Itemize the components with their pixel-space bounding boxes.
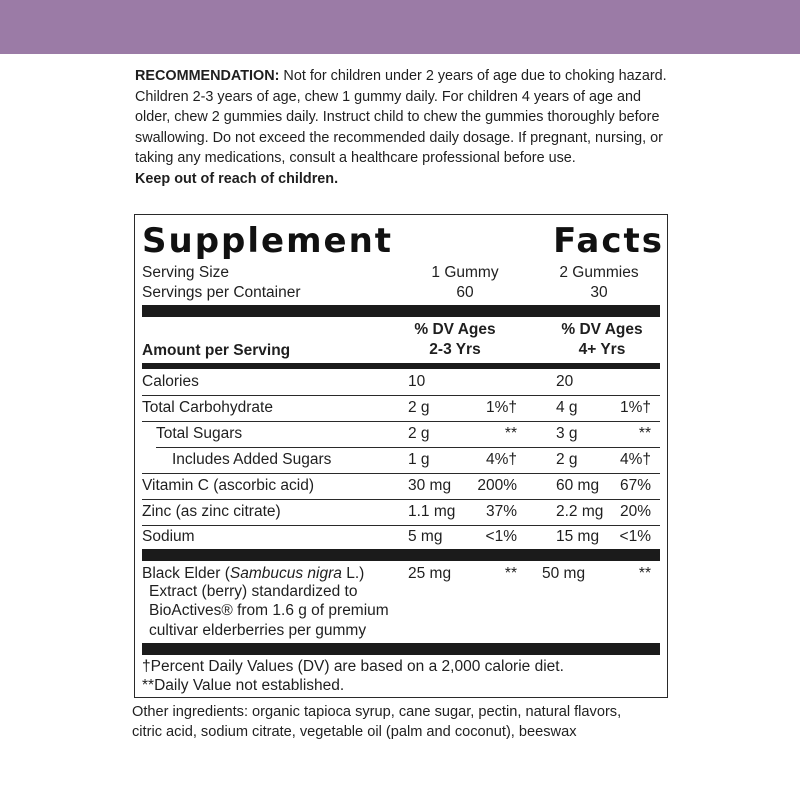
col-b-dv: 4%† <box>619 451 651 468</box>
col-b-dv: ** <box>638 565 651 582</box>
col-a-dv: 200% <box>477 477 517 494</box>
col-a-amount: 5 mg <box>408 528 443 545</box>
servings-col-b: 30 <box>590 284 608 301</box>
recommendation-text <box>135 66 675 189</box>
top-color-band <box>0 0 800 54</box>
col-b-dv: 67% <box>619 477 651 494</box>
col-a-amount: 25 mg <box>408 565 452 582</box>
nutrient-name: Calories <box>142 373 199 390</box>
col-a-amount: 2 g <box>408 399 430 416</box>
serving-size-col-b: 2 Gummies <box>559 264 639 281</box>
elder-line-2: Extract (berry) standardized to <box>149 583 358 600</box>
recommendation-lead: RECOMMENDATION: <box>135 68 280 84</box>
servings-per-container-label: Servings per Container <box>142 284 301 301</box>
col-a-dv: ** <box>504 425 517 442</box>
serving-size-label: Serving Size <box>142 264 230 281</box>
col-a-dv: <1% <box>485 528 517 545</box>
col-b-amount: 20 <box>556 373 574 390</box>
col-b-amount: 60 mg <box>556 477 600 494</box>
col-b-dv: <1% <box>619 528 651 545</box>
col-a-header-line1: % DV Ages <box>414 321 496 338</box>
col-b-header-line1: % DV Ages <box>561 321 643 338</box>
col-b-amount: 4 g <box>556 399 578 416</box>
amount-per-serving-label: Amount per Serving <box>142 342 291 359</box>
thick-divider-middle <box>142 549 660 561</box>
facts-title: Supplement Facts <box>142 221 664 261</box>
footnote-not-established: **Daily Value not established. <box>142 677 345 694</box>
col-b-amount: 15 mg <box>556 528 600 545</box>
col-a-dv: ** <box>504 565 517 582</box>
nutrient-name: Total Carbohydrate <box>142 399 273 416</box>
elder-line-1: Black Elder (Sambucus nigra L.) <box>142 565 365 582</box>
col-a-dv: 37% <box>485 503 517 520</box>
nutrient-name: Zinc (as zinc citrate) <box>142 503 281 520</box>
footnote-dv: †Percent Daily Values (DV) are based on a 2,000 calorie diet. <box>142 658 564 675</box>
supplement-facts-panel <box>134 214 668 698</box>
col-b-dv: 1%† <box>619 399 651 416</box>
row-rule <box>156 447 660 448</box>
col-b-dv: 20% <box>619 503 651 520</box>
elder-line-4: cultivar elderberries per gummy <box>149 622 367 639</box>
col-b-amount: 50 mg <box>542 565 586 582</box>
servings-col-a: 60 <box>456 284 474 301</box>
col-b-amount: 2 g <box>556 451 578 468</box>
nutrient-name: Sodium <box>142 528 195 545</box>
recommendation-body: Not for children under 2 years of age due to choking hazard. Children 2-3 years of age, chew 1 gummy daily. For children 4 years of age and older, chew 2 gummies daily. Instruct child to chew the gummies thoroughly before swallowing. Do not exceed the recommended daily dosage. If pregnant, nursing, or taking any medications, consult a healthcare professional before use. <box>135 68 667 166</box>
keep-out-warning: Keep out of reach of children. <box>135 170 339 187</box>
row-rule <box>142 421 660 422</box>
col-b-header-line2: 4+ Yrs <box>578 341 626 358</box>
col-a-amount: 1 g <box>408 451 430 468</box>
col-a-dv: 4%† <box>485 451 517 468</box>
nutrient-name: Total Sugars <box>156 425 243 442</box>
col-b-dv: ** <box>638 425 651 442</box>
elder-line-3: BioActives® from 1.6 g of premium <box>149 602 389 619</box>
nutrient-name: Vitamin C (ascorbic acid) <box>142 477 314 494</box>
serving-size-col-a: 1 Gummy <box>431 264 499 281</box>
col-a-amount: 10 <box>408 373 426 390</box>
col-b-amount: 3 g <box>556 425 578 442</box>
other-ingredients: Other ingredients: organic tapioca syrup, cane sugar, pectin, natural flavors, citric acid, sodium citrate, vegetable oil (palm and coconut), beeswax <box>132 704 622 740</box>
col-a-amount: 2 g <box>408 425 430 442</box>
row-rule <box>142 525 660 526</box>
medium-divider <box>142 363 660 369</box>
row-rule <box>142 473 660 474</box>
col-a-dv: 1%† <box>485 399 517 416</box>
row-rule <box>142 499 660 500</box>
col-b-amount: 2.2 mg <box>556 503 604 520</box>
col-a-amount: 1.1 mg <box>408 503 456 520</box>
thick-divider-bottom <box>142 643 660 655</box>
nutrient-name: Includes Added Sugars <box>172 451 332 468</box>
col-a-amount: 30 mg <box>408 477 452 494</box>
col-a-header-line2: 2-3 Yrs <box>429 341 481 358</box>
row-rule <box>142 395 660 396</box>
thick-divider-top <box>142 305 660 317</box>
